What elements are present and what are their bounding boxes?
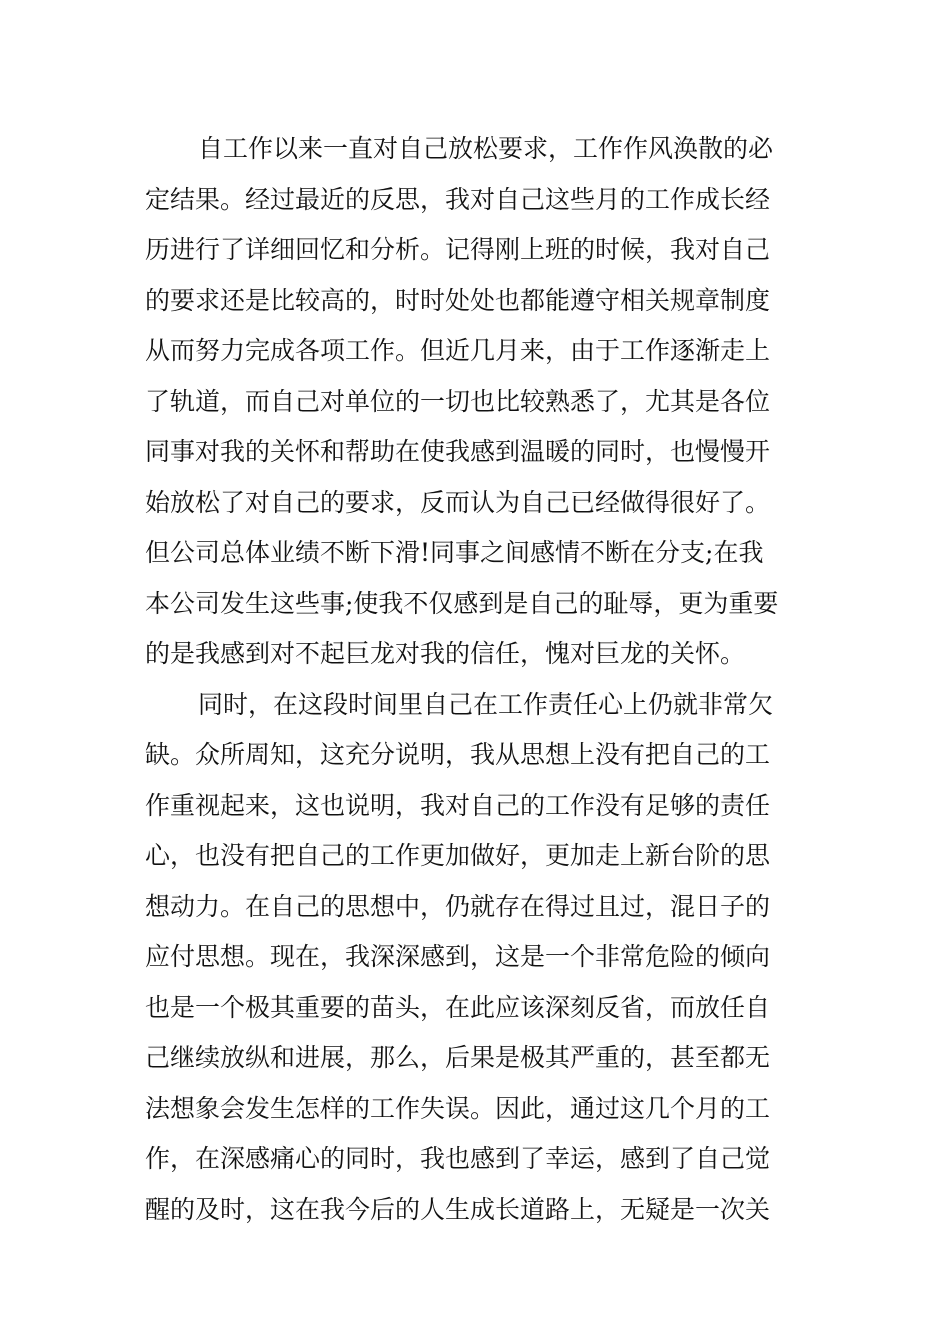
paragraph-line: 心，也没有把自己的工作更加做好，更加走上新台阶的思 bbox=[145, 841, 771, 870]
paragraph-line: 想动力。在自己的思想中，仍就存在得过且过，混日子的 bbox=[145, 891, 771, 921]
paragraph-line: 作，在深感痛心的同时，我也感到了幸运，感到了自己觉 bbox=[145, 1144, 771, 1173]
paragraph-line: 了轨道，而自己对单位的一切也比较熟悉了，尤其是各位 bbox=[145, 386, 771, 416]
paragraph-line: 己继续放纵和进展，那么，后果是极其严重的，甚至都无 bbox=[145, 1043, 771, 1072]
paragraph-line: 但公司总体业绩不断下滑!同事之间感情不断在分支;在我 bbox=[145, 538, 764, 567]
paragraph-line: 缺。众所周知，这充分说明，我从思想上没有把自己的工 bbox=[145, 740, 771, 769]
paragraph-2 bbox=[145, 680, 815, 1236]
paragraph-line: 定结果。经过最近的反思，我对自己这些月的工作成长经 bbox=[145, 184, 771, 214]
paragraph-line: 应付思想。现在，我深深感到，这是一个非常危险的倾向 bbox=[145, 942, 771, 971]
paragraph-line: 历进行了详细回忆和分析。记得刚上班的时候，我对自己 bbox=[145, 235, 771, 264]
paragraph-line: 的要求还是比较高的，时时处处也都能遵守相关规章制度 bbox=[145, 285, 771, 315]
paragraph-line: 法想象会发生怎样的工作失误。因此，通过这几个月的工 bbox=[145, 1093, 771, 1123]
paragraph-line: 作重视起来，这也说明，我对自己的工作没有足够的责任 bbox=[145, 790, 771, 820]
paragraph-line: 同事对我的关怀和帮助在使我感到温暖的同时，也慢慢开 bbox=[145, 437, 771, 466]
document-body bbox=[145, 124, 815, 1235]
paragraph-line: 醒的及时，这在我今后的人生成长道路上，无疑是一次关 bbox=[145, 1194, 771, 1224]
paragraph-line: 自工作以来一直对自己放松要求，工作作风涣散的必 bbox=[198, 134, 774, 163]
paragraph-line: 同时，在这段时间里自己在工作责任心上仍就非常欠 bbox=[198, 689, 774, 719]
paragraph-1 bbox=[145, 124, 815, 680]
paragraph-line: 的是我感到对不起巨龙对我的信任，愧对巨龙的关怀。 bbox=[145, 639, 746, 668]
paragraph-line: 始放松了对自己的要求，反而认为自己已经做得很好了。 bbox=[145, 487, 771, 517]
paragraph-line: 从而努力完成各项工作。但近几月来，由于工作逐渐走上 bbox=[145, 336, 771, 365]
paragraph-line: 也是一个极其重要的苗头，在此应该深刻反省，而放任自 bbox=[145, 992, 771, 1022]
paragraph-line: 本公司发生这些事;使我不仅感到是自己的耻辱，更为重要 bbox=[145, 588, 779, 618]
